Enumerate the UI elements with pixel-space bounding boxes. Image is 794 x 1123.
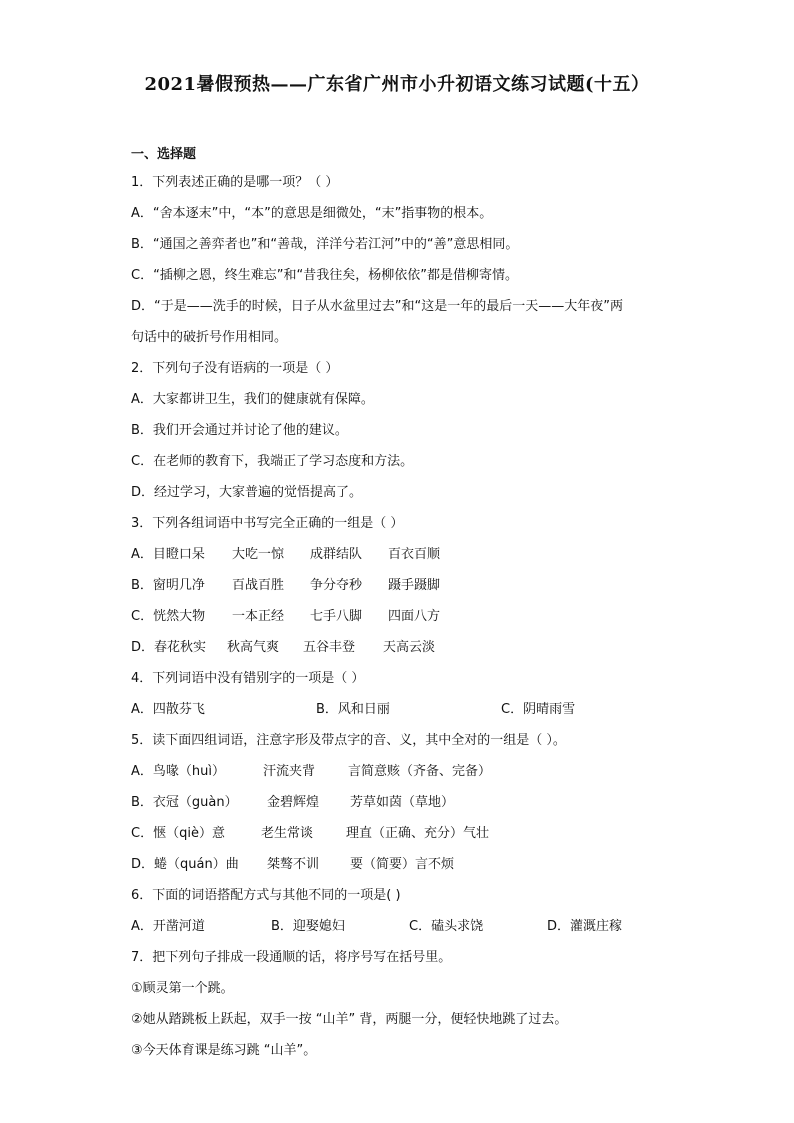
option-word: A．鸟喙（huì） [131,764,225,779]
question-1-option-d-line2: 句话中的破折号作用相同。 [131,330,288,345]
question-3-option-b [131,570,671,601]
question-3-stem: 3．下列各组词语中书写完全正确的一组是（ ） [131,516,404,531]
question-1-option-a: A．“舍本逐末”中，“本”的意思是细微处，“末”指事物的根本。 [131,206,493,221]
option-word: C．惬（qiè）意 [131,826,225,841]
question-2-option-a: A．大家都讲卫生，我们的健康就有保障。 [131,392,374,407]
question-4-option-a: A．四散芬飞 [131,702,205,717]
question-6-stem: 6．下面的词语搭配方式与其他不同的一项是( ) [131,888,401,903]
question-1-option-d-line1: D．“于是——洗手的时候，日子从水盆里过去”和“这是一年的最后一天——大年夜”两 [131,299,623,314]
question-1-stem: 1．下列表述正确的是哪一项？（ ） [131,175,339,190]
question-2-stem: 2．下列句子没有语病的一项是（ ） [131,361,339,376]
question-7-sentence-2: ②她从踏跳板上跃起，双手一按 “山羊” 背，两腿一分，便轻快地跳了过去。 [131,1012,568,1027]
option-word: A．目瞪口呆 [131,547,205,562]
option-word: 言简意赅（齐备、完备） [348,764,492,779]
question-6-option-a: A．开凿河道 [131,919,205,934]
option-word: 要（简要）言不烦 [350,857,455,872]
question-7-stem: 7．把下列句子排成一段通顺的话，将序号写在括号里。 [131,950,452,965]
option-word: 争分夺秒 [310,578,363,593]
option-word: 桀骜不训 [267,857,320,872]
option-word: 汗流夹背 [263,764,316,779]
question-3-option-a [131,539,671,570]
document-body [131,143,671,1066]
option-word: 芳草如茵（草地） [350,795,455,810]
option-word: 天高云淡 [383,640,436,655]
question-1-option-c: C．“插柳之恩，终生难忘”和“昔我往矣，杨柳依依”都是借柳寄情。 [131,268,519,283]
option-word: D．蜷（quán）曲 [131,857,239,872]
question-4-option-c: C．阴晴雨雪 [501,702,576,717]
option-word: 秋高气爽 [227,640,280,655]
option-word: D．春花秋实 [131,640,207,655]
option-word: 四面八方 [388,609,441,624]
question-4-stem: 4．下列词语中没有错别字的一项是（ ） [131,671,365,686]
question-1-option-b: B．“通国之善弈者也”和“善哉，洋洋兮若江河”中的“善”意思相同。 [131,237,519,252]
section-heading: 一、选择题 [131,147,197,162]
question-2-option-b: B．我们开会通过并讨论了他的建议。 [131,423,348,438]
option-word: 七手八脚 [310,609,363,624]
question-2-option-c: C．在老师的教育下，我端正了学习态度和方法。 [131,454,414,469]
option-word: 五谷丰登 [303,640,356,655]
question-7-sentence-1: ①顾灵第一个跳。 [131,981,234,996]
option-word: B．窗明几净 [131,578,205,593]
option-word: 老生常谈 [261,826,314,841]
option-word: 百战百胜 [232,578,285,593]
question-5-option-c [131,818,671,849]
option-word: 蹑手蹑脚 [388,578,441,593]
option-word: 大吃一惊 [232,547,285,562]
question-6-option-d: D．灌溉庄稼 [547,919,623,934]
question-3-option-d [131,632,671,663]
question-5-option-b [131,787,671,818]
question-3-option-c [131,601,671,632]
question-4-option-b: B．风和日丽 [316,702,390,717]
question-6-option-b: B．迎娶媳妇 [271,919,345,934]
question-4-options [131,694,671,725]
question-6-options [131,911,671,942]
question-5-option-a [131,756,671,787]
question-7-sentence-3: ③今天体育课是练习跳 “山羊”。 [131,1043,317,1058]
document-title: 2021暑假预热——广东省广州市小升初语文练习试题(十五） [144,74,650,95]
question-5-option-d [131,849,671,880]
option-word: 理直（正确、充分）气壮 [346,826,490,841]
option-word: 一本正经 [232,609,285,624]
question-2-option-d: D．经过学习，大家普遍的觉悟提高了。 [131,485,363,500]
question-5-stem: 5．读下面四组词语，注意字形及带点字的音、义，其中全对的一组是（ ）。 [131,733,566,748]
question-6-option-c: C．磕头求饶 [409,919,484,934]
option-word: C．恍然大物 [131,609,206,624]
option-word: 金碧辉煌 [267,795,320,810]
option-word: 成群结队 [310,547,363,562]
option-word: 百衣百顺 [388,547,441,562]
option-word: B．衣冠（guàn） [131,795,238,810]
